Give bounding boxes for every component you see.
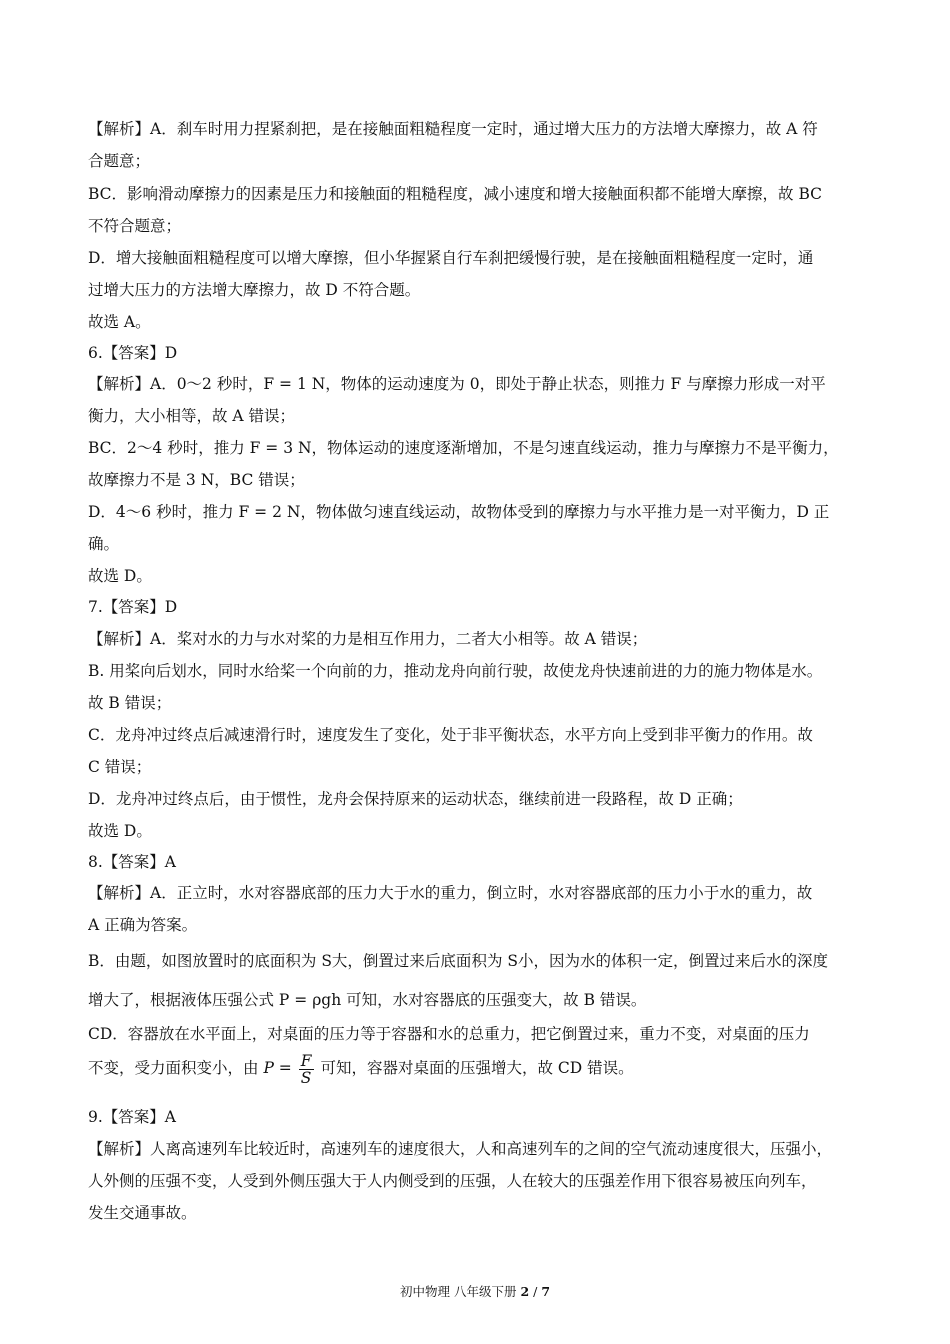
answer-heading: 8.【答案】A xyxy=(88,853,176,871)
text-line: BC．2～4 秒时，推力 F = 3 N，物体运动的速度逐渐增加，不是匀速直线运动，推力与摩擦力不是平衡力， xyxy=(88,439,839,457)
text-line: CD．容器放在水平面上，对桌面的压力等于容器和水的总重力，把它倒置过来，重力不变，对桌面的压力 xyxy=(88,1025,810,1043)
answer-heading: 9.【答案】A xyxy=(88,1108,176,1126)
text-line: 【解析】A．正立时，水对容器底部的压力大于水的重力，倒立时，水对容器底部的压力小于水的重力，故 xyxy=(88,884,813,902)
text-line: 合题意； xyxy=(88,152,151,170)
text-line: D．龙舟冲过终点后，由于惯性，龙舟会保持原来的运动状态，继续前进一段路程，故 D 正确； xyxy=(88,790,743,808)
text-line: 过增大压力的方法增大摩擦力，故 D 不符合题。 xyxy=(88,281,421,299)
fraction-numerator: F xyxy=(300,1051,312,1070)
footer-title: 初中物理 八年级下册 xyxy=(399,1284,517,1299)
text-segment: 可知，容器对桌面的压强增大，故 CD 错误。 xyxy=(320,1059,634,1077)
answer-heading: 7.【答案】D xyxy=(88,598,178,616)
text-line: BC．影响滑动摩擦力的因素是压力和接触面的粗糙程度，减小速度和增大接触面积都不能增大摩擦，故 BC xyxy=(88,185,823,203)
text-line: 故选 D。 xyxy=(88,567,152,585)
page-number: 2 xyxy=(520,1284,530,1299)
text-line: 【解析】A．桨对水的力与水对桨的力是相互作用力，二者大小相等。故 A 错误； xyxy=(88,630,648,648)
page-separator: / xyxy=(533,1284,538,1299)
text-line: 故选 D。 xyxy=(88,822,152,840)
text-line: 增大了，根据液体压强公式 P = ρgh 可知，水对容器底的压强变大，故 B 错误。 xyxy=(88,991,647,1009)
text-line: 确。 xyxy=(88,535,120,553)
text-line: 故选 A。 xyxy=(88,313,151,331)
fraction xyxy=(299,1053,314,1086)
text-line: 故 B 错误； xyxy=(88,694,172,712)
text-line: 发生交通事故。 xyxy=(88,1204,197,1222)
text-line: D．增大接触面粗糙程度可以增大摩擦，但小华握紧自行车刹把缓慢行驶，是在接触面粗糙程度一定时，通 xyxy=(88,249,814,267)
formula-line xyxy=(88,1048,878,1088)
text-line: D．4～6 秒时，推力 F = 2 N，物体做匀速直线运动，故物体受到的摩擦力与水平推力是一对平衡力，D 正 xyxy=(88,503,830,521)
text-line: 衡力，大小相等，故 A 错误； xyxy=(88,407,296,425)
text-segment: 不变，受力面积变小，由 xyxy=(88,1059,259,1077)
formula-lhs: P = xyxy=(263,1059,292,1077)
text-line: B．由题，如图放置时的底面积为 S大，倒置过来后底面积为 S小，因为水的体积一定，倒置过来后水的深度 xyxy=(88,952,828,970)
page-footer xyxy=(0,1283,950,1301)
text-line: 【解析】A．刹车时用力捏紧刹把，是在接触面粗糙程度一定时，通过增大压力的方法增大摩擦力，故 A 符 xyxy=(88,120,818,138)
text-line: A 正确为答案。 xyxy=(88,916,198,934)
text-line: 人外侧的压强不变，人受到外侧压强大于人内侧受到的压强，人在较大的压强差作用下很容易被压向列车， xyxy=(88,1172,817,1190)
text-line: B. 用桨向后划水，同时水给桨一个向前的力，推动龙舟向前行驶，故使龙舟快速前进的力的施力物体是水。 xyxy=(88,662,823,680)
page-total: 7 xyxy=(541,1284,551,1299)
text-line: 故摩擦力不是 3 N，BC 错误； xyxy=(88,471,305,489)
fraction-denominator: S xyxy=(300,1068,312,1087)
text-line: 【解析】人离高速列车比较近时，高速列车的速度很大，人和高速列车的之间的空气流动速度很大，压强小， xyxy=(88,1140,833,1158)
answer-heading: 6.【答案】D xyxy=(88,344,178,362)
text-line: 不符合题意； xyxy=(88,217,182,235)
text-line: C．龙舟冲过终点后减速滑行时，速度发生了变化，处于非平衡状态，水平方向上受到非平衡力的作用。故 xyxy=(88,726,813,744)
text-line: 【解析】A．0～2 秒时，F = 1 N，物体的运动速度为 0，即处于静止状态，则推力 F 与摩擦力形成一对平 xyxy=(88,375,826,393)
text-line: C 错误； xyxy=(88,758,152,776)
